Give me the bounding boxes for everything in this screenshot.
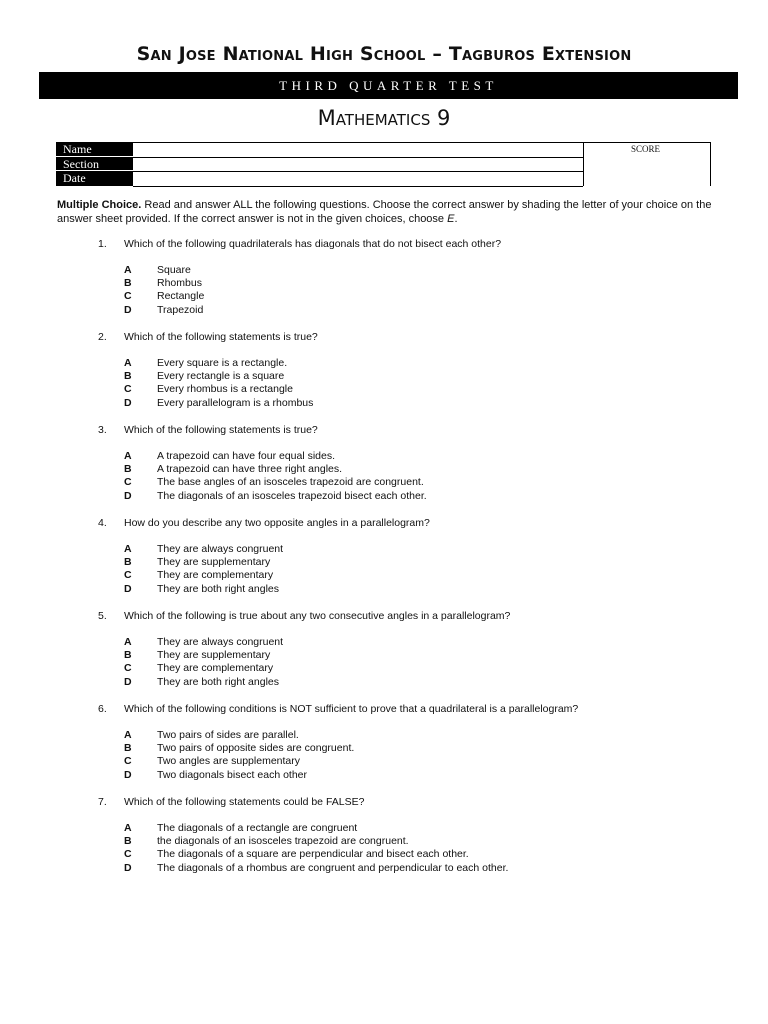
choice-letter: C [124,383,132,396]
choice-letter: C [124,662,132,675]
question-number: 4. [98,517,107,529]
subject-title: Mathematics 9 [317,106,451,130]
question-text: How do you describe any two opposite angles in a parallelogram? [124,517,430,529]
section-field[interactable] [133,158,583,173]
question-number: 2. [98,331,107,343]
choice-letter: B [124,649,132,662]
choice-letter: C [124,755,132,768]
choice-letter: D [124,489,132,502]
info-labels [56,142,133,186]
section-label: Section [56,157,133,172]
question-item [0,796,768,889]
choice-letter: B [124,277,132,290]
question-text: Which of the following statements is true? [124,424,318,436]
choice-text: They are both right angles [157,582,279,595]
school-name: San Jose National High School – Tagburos Extension [136,43,632,65]
question-text: Which of the following statements is true? [124,331,318,343]
question-item [0,331,768,424]
choice-letter: D [124,303,132,316]
choice-letter: A [124,543,132,555]
choice-text: A trapezoid can have three right angles. [157,463,343,476]
student-info-table [56,142,711,186]
choice-letter: C [124,290,132,303]
choice-text: The diagonals of a rectangle are congruent [157,822,358,834]
choice-text: They are supplementary [157,556,271,569]
question-text: Which of the following is true about any two consecutive angles in a parallelogram? [124,610,511,622]
question-list [0,238,768,889]
name-label: Name [56,142,133,157]
choice-text: They are complementary [157,569,274,582]
test-title-band [39,72,738,99]
choice-text: Rectangle [157,290,205,303]
question-item [0,703,768,796]
choice-text: Two pairs of opposite sides are congruent. [157,742,355,755]
choice-text: The diagonals of a square are perpendicular and bisect each other. [157,848,469,861]
instructions-letter: E [447,213,455,225]
choice-text: The base angles of an isosceles trapezoid are congruent. [157,476,424,489]
choice-letter: A [124,357,132,369]
instructions [57,198,717,226]
choice-letter: D [124,861,132,874]
choice-text: Two pairs of sides are parallel. [157,729,299,741]
choice-text: A trapezoid can have four equal sides. [157,450,336,462]
choice-letter: B [124,463,132,476]
info-fields [133,142,584,186]
question-item [0,424,768,517]
choice-letter: D [124,768,132,781]
score-box[interactable] [584,142,711,186]
choice-letter: A [124,729,132,741]
choice-letter: C [124,569,132,582]
choice-text: Every rectangle is a square [157,370,285,383]
choice-letter: D [124,582,132,595]
question-number: 1. [98,238,107,250]
date-field[interactable] [133,172,583,187]
choice-letter: B [124,370,132,383]
name-field[interactable] [133,143,583,158]
choice-letter: A [124,822,132,834]
choice-letter: C [124,476,132,489]
question-number: 5. [98,610,107,622]
choice-letter: D [124,396,132,409]
choice-text: Square [157,264,191,276]
score-label: SCORE [631,144,661,154]
choice-letter: B [124,835,132,848]
choice-text: Trapezoid [157,303,204,316]
date-label: Date [63,171,86,186]
choice-text: They are always congruent [157,636,284,648]
choice-text: They are both right angles [157,675,279,688]
question-number: 3. [98,424,107,436]
choice-letter: B [124,742,132,755]
choice-text: the diagonals of an isosceles trapezoid are congruent. [157,835,409,848]
question-number: 6. [98,703,107,715]
choice-text: They are complementary [157,662,274,675]
choice-text: They are supplementary [157,649,271,662]
choice-text: Every square is a rectangle. [157,357,288,369]
choice-letter: C [124,848,132,861]
choice-text: Rhombus [157,277,202,290]
instructions-lead: Multiple Choice. [57,199,142,211]
choice-text: Every rhombus is a rectangle [157,383,293,396]
choice-letter: D [124,675,132,688]
question-item [0,610,768,703]
choice-text: Two angles are supplementary [157,755,300,768]
choice-letter: A [124,450,132,462]
question-text: Which of the following quadrilaterals has diagonals that do not bisect each other? [124,238,502,250]
choice-text: The diagonals of an isosceles trapezoid bisect each other. [157,489,427,502]
choice-text: The diagonals of a rhombus are congruent and perpendicular to each other. [157,861,509,874]
instructions-text: Read and answer ALL the following questions. Choose the correct answer by shading the letter of your choice on the answer sheet provided. If the correct answer is not in the given choices, choose [57,199,712,225]
choice-letter: A [124,264,132,276]
choice-text: Two diagonals bisect each other [157,768,308,781]
question-text: Which of the following conditions is NOT sufficient to prove that a quadrilateral is a parallelogram? [124,703,579,715]
choice-letter: A [124,636,132,648]
question-item [0,238,768,331]
question-text: Which of the following statements could be FALSE? [124,796,365,808]
question-number: 7. [98,796,107,808]
choice-letter: B [124,556,132,569]
question-item [0,517,768,610]
choice-text: Every parallelogram is a rhombus [157,396,314,409]
instructions-end: . [454,213,458,225]
test-title: THIRD QUARTER TEST [279,77,498,93]
choice-text: They are always congruent [157,543,284,555]
